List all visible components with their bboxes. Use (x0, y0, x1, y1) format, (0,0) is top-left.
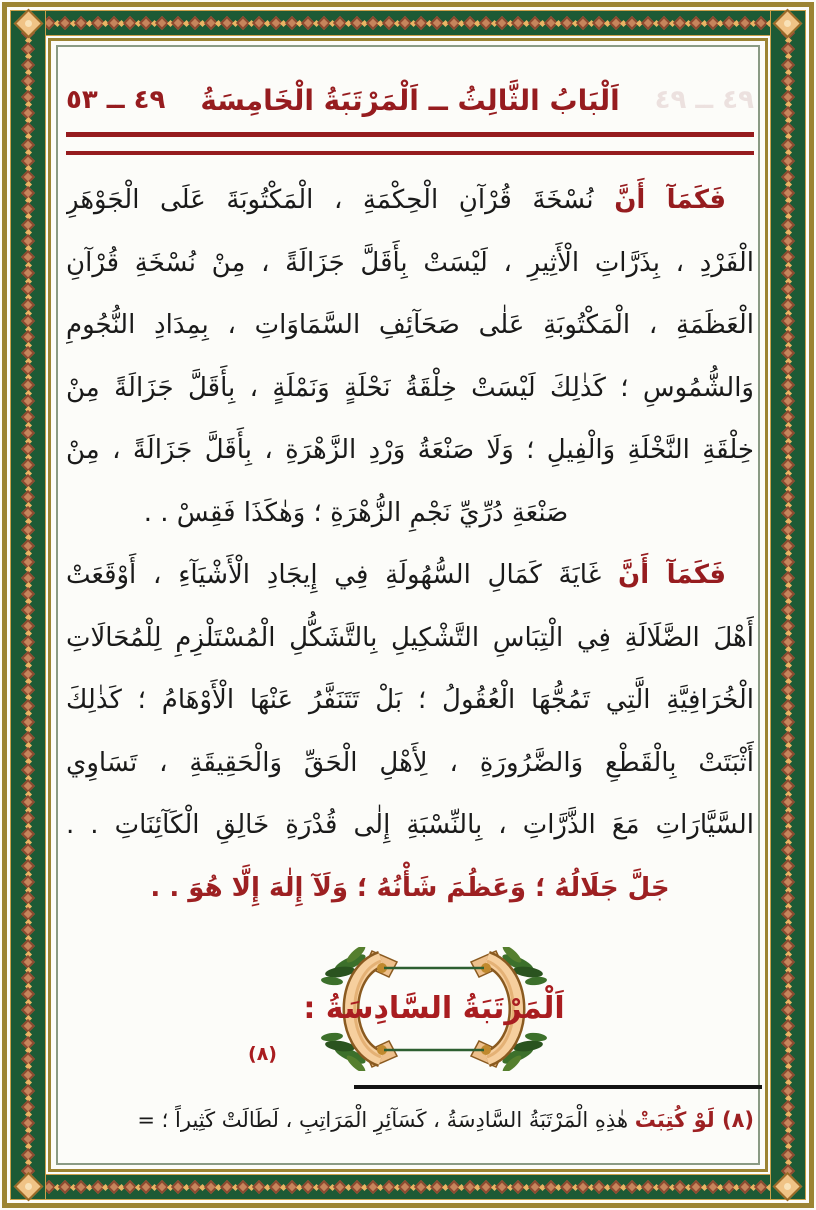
body-line: خِلْقَةِ النَّخْلَةِ وَالْفِيلِ ؛ وَلَا صَنْعَةُ وَرْدِ الزَّهْرَةِ ، بِأَقَلَّ جَزَالَةً ، مِنْ (66, 435, 754, 465)
body-line: أَثْبَتَتْ بِالْقَطْعِ وَالضَّرُورَةِ ، لِأَهْلِ الْحَقِّ وَالْحَقِيقَةِ ، تَسَاوِي (66, 747, 754, 778)
line-text: نُسْخَةَ قُرْآنِ الْحِكْمَةِ ، الْمَكْتُوبَةَ عَلَى الْجَوْهَرِ (66, 185, 615, 215)
border-band-bottom (10, 1174, 806, 1200)
footnote-text (66, 1097, 754, 1143)
banner-label: اَلْمَرْتَبَةُ السَّادِسَةُ : (303, 990, 565, 1026)
page-header (66, 74, 754, 126)
footnote-ref-marker: (٨) (248, 1043, 277, 1065)
page-content (66, 52, 754, 1143)
border-band-left (10, 10, 46, 1200)
body-line: صَنْعَةِ دُرِّيِّ نَجْمِ الزُّهْرَةِ ؛ وَهٰكَذَا فَقِسْ . . (143, 497, 569, 528)
body-line: السَّيَّارَاتِ مَعَ الذَّرَّاتِ ، بِالنِّسْبَةِ إِلٰى قُدْرَةِ خَالِقِ الْكَآئِنَاتِ . . (66, 810, 754, 840)
body-line: الْعَظَمَةِ ، الْمَكْتُوبَةِ عَلٰى صَحَآئِفِ السَّمَاوَاتِ ، بِمِدَادِ النُّجُومِ (66, 310, 754, 340)
ghost-page-range: ٤٩ ــ ٤٩ (654, 85, 754, 115)
red-leadin: فَكَمَآ أَنَّ (618, 560, 726, 590)
red-leadin: فَكَمَآ أَنَّ (614, 185, 726, 215)
body-line: وَالشُّمُوسِ ؛ كَذٰلِكَ لَيْسَتْ خِلْقَةُ نَحْلَةٍ وَنَمْلَةٍ ، بِأَقَلَّ جَزَالَةً مِنْ (66, 372, 754, 403)
border-band-right (770, 10, 806, 1200)
line-text: غَايَةَ كَمَالِ السُّهُولَةِ فِي إِيجَادِ الْأَشْيَآءِ ، أَوْقَعَتْ (66, 560, 618, 590)
header-double-rule (66, 132, 754, 155)
footnote-red-leadin: (٨) لَوْ كُتِبَتْ (634, 1108, 754, 1132)
body-line (66, 544, 754, 607)
section-banner (248, 947, 584, 1071)
body-line: الْفَرْدِ ، بِذَرَّاتِ الْأَثِيرِ ، لَيْسَتْ بِأَقَلَّ جَزَالَةً ، مِنْ نُسْخَةِ قُرْآنِ (66, 247, 754, 278)
glorification-line: جَلَّ جَلَالُهُ ؛ وَعَظُمَ شَأْنُهُ ؛ وَلَآ إِلٰهَ إِلَّا هُوَ . . (150, 872, 670, 903)
body-text (66, 169, 754, 919)
footnote-separator-rule (354, 1085, 762, 1089)
body-line: أَهْلَ الضَّلَالَةِ فِي الْتِبَاسِ التَّشْكِيلِ بِالتَّشَكُّلِ الْمُسْتَلْزِمِ لِلْمُحَالَاتِ (66, 622, 754, 653)
body-line: الْخُرَافِيَّةِ الَّتِي تَمُجُّهَا الْعُقُولُ ؛ بَلْ تَتَنَفَّرُ عَنْهَا الْأَوْهَامُ ؛ كَذٰلِكَ (66, 685, 754, 715)
body-line (66, 169, 754, 232)
chapter-title: اَلْبَابُ الثَّالِثُ ــ اَلْمَرْتَبَةُ الْخَامِسَةُ (200, 83, 620, 117)
banner-row (66, 947, 754, 1071)
footnote-body: هٰذِهِ الْمَرْتَبَةُ السَّادِسَةُ ، كَسَآئِرِ الْمَرَاتِبِ ، لَطَالَتْ كَثِيراً ؛ = (137, 1108, 635, 1132)
border-band-top (10, 10, 806, 36)
page-range: ٤٩ ــ ٥٣ (66, 85, 166, 115)
